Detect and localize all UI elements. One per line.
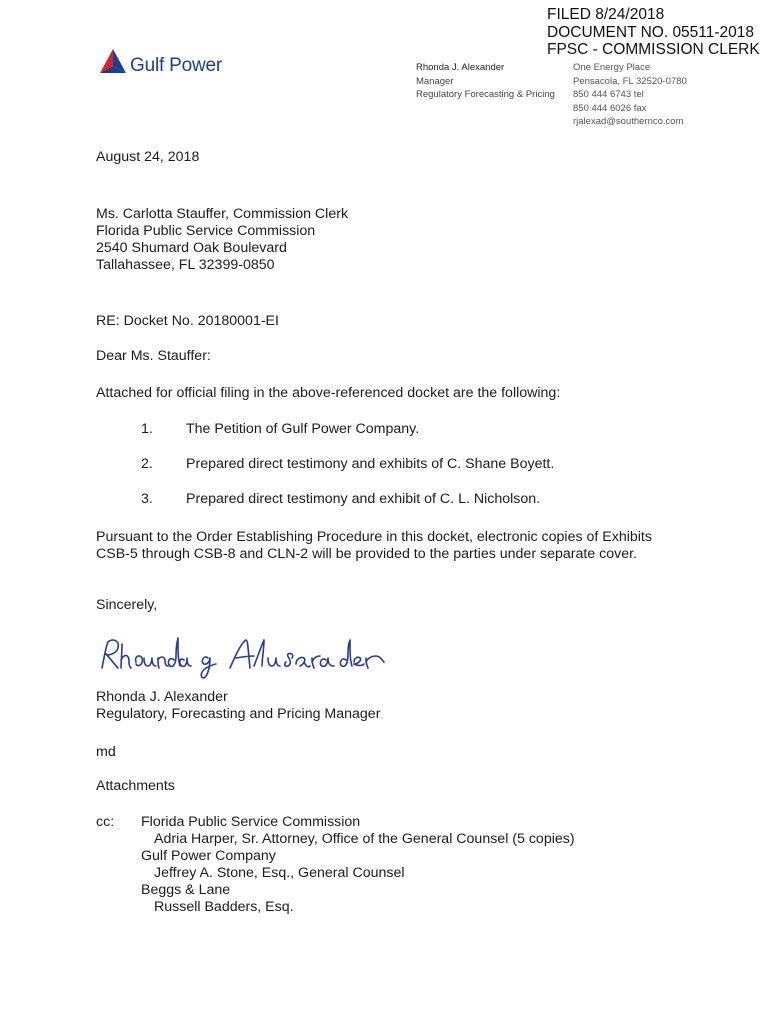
address-block xyxy=(573,61,687,129)
filing-stamp-document-no: DOCUMENT NO. 05511-2018 xyxy=(547,23,755,41)
sender-title: Manager xyxy=(416,75,454,87)
gulf-power-logo-text: Gulf Power xyxy=(130,55,222,76)
signatory-title: Regulatory, Forecasting and Pricing Manager xyxy=(96,706,381,722)
filing-stamp xyxy=(547,6,760,59)
signature-block xyxy=(96,689,380,723)
gulf-power-logo xyxy=(98,47,128,80)
cc-recipient: Gulf Power Company xyxy=(141,848,276,864)
address-line: One Energy Place xyxy=(573,62,651,73)
address-city: Pensacola, FL 32520-0780 xyxy=(573,75,687,87)
cc-recipient: Beggs & Lane xyxy=(141,882,231,898)
cc-label: cc: xyxy=(96,814,115,830)
address-fax: 850 444 6026 fax xyxy=(573,102,647,114)
attachments-label: Attachments xyxy=(96,778,175,794)
recipient-organization: Florida Public Service Commission xyxy=(96,223,316,239)
address-phone: 850 444 6743 tel xyxy=(573,89,644,100)
sender-name: Rhonda J. Alexander xyxy=(416,62,505,73)
recipient-name: Ms. Carlotta Stauffer, Commission Clerk xyxy=(96,206,349,222)
typist-initials: md xyxy=(96,744,116,760)
signatory-name: Rhonda J. Alexander xyxy=(96,689,228,705)
cc-list xyxy=(141,814,575,916)
list-item-text: Prepared direct testimony and exhibits of C. Shane Boyett. xyxy=(186,456,555,472)
signature-image xyxy=(96,632,386,682)
letter-date: August 24, 2018 xyxy=(96,149,200,165)
salutation: Dear Ms. Stauffer: xyxy=(96,348,211,364)
filing-stamp-date: FILED 8/24/2018 xyxy=(547,6,665,23)
filing-stamp-clerk: FPSC - COMMISSION CLERK xyxy=(547,41,760,58)
list-item-text: The Petition of Gulf Power Company. xyxy=(186,421,420,437)
gulf-power-logo-icon xyxy=(98,47,128,75)
cc-recipient-contact: Jeffrey A. Stone, Esq., General Counsel xyxy=(154,865,405,881)
re-line: RE: Docket No. 20180001-EI xyxy=(96,313,279,329)
recipient-street: 2540 Shumard Oak Boulevard xyxy=(96,240,287,256)
list-item-number: 3. xyxy=(141,491,153,507)
cc-recipient-contact: Russell Badders, Esq. xyxy=(154,899,294,915)
address-email: rjalexad@southernco.com xyxy=(573,116,684,127)
closing: Sincerely, xyxy=(96,597,158,613)
list-item-number: 1. xyxy=(141,421,153,437)
sender-department: Regulatory Forecasting & Pricing xyxy=(416,89,555,100)
sender-block xyxy=(416,61,555,102)
handwritten-signature xyxy=(96,632,386,687)
pursuant-paragraph: Pursuant to the Order Establishing Procedure in this docket, electronic copies of Exhibits CSB-5 through CSB-8 and CLN-2 will be provided to the parties under separate cover. xyxy=(96,529,652,562)
cc-recipient-contact: Adria Harper, Sr. Attorney, Office of the General Counsel (5 copies) xyxy=(154,831,575,847)
cc-recipient: Florida Public Service Commission xyxy=(141,814,361,830)
intro-paragraph: Attached for official filing in the above-referenced docket are the following: xyxy=(96,385,561,401)
list-item-number: 2. xyxy=(141,456,153,472)
recipient-city: Tallahassee, FL 32399-0850 xyxy=(96,257,275,273)
recipient-block xyxy=(96,206,348,274)
list-item-text: Prepared direct testimony and exhibit of C. L. Nicholson. xyxy=(186,491,541,507)
